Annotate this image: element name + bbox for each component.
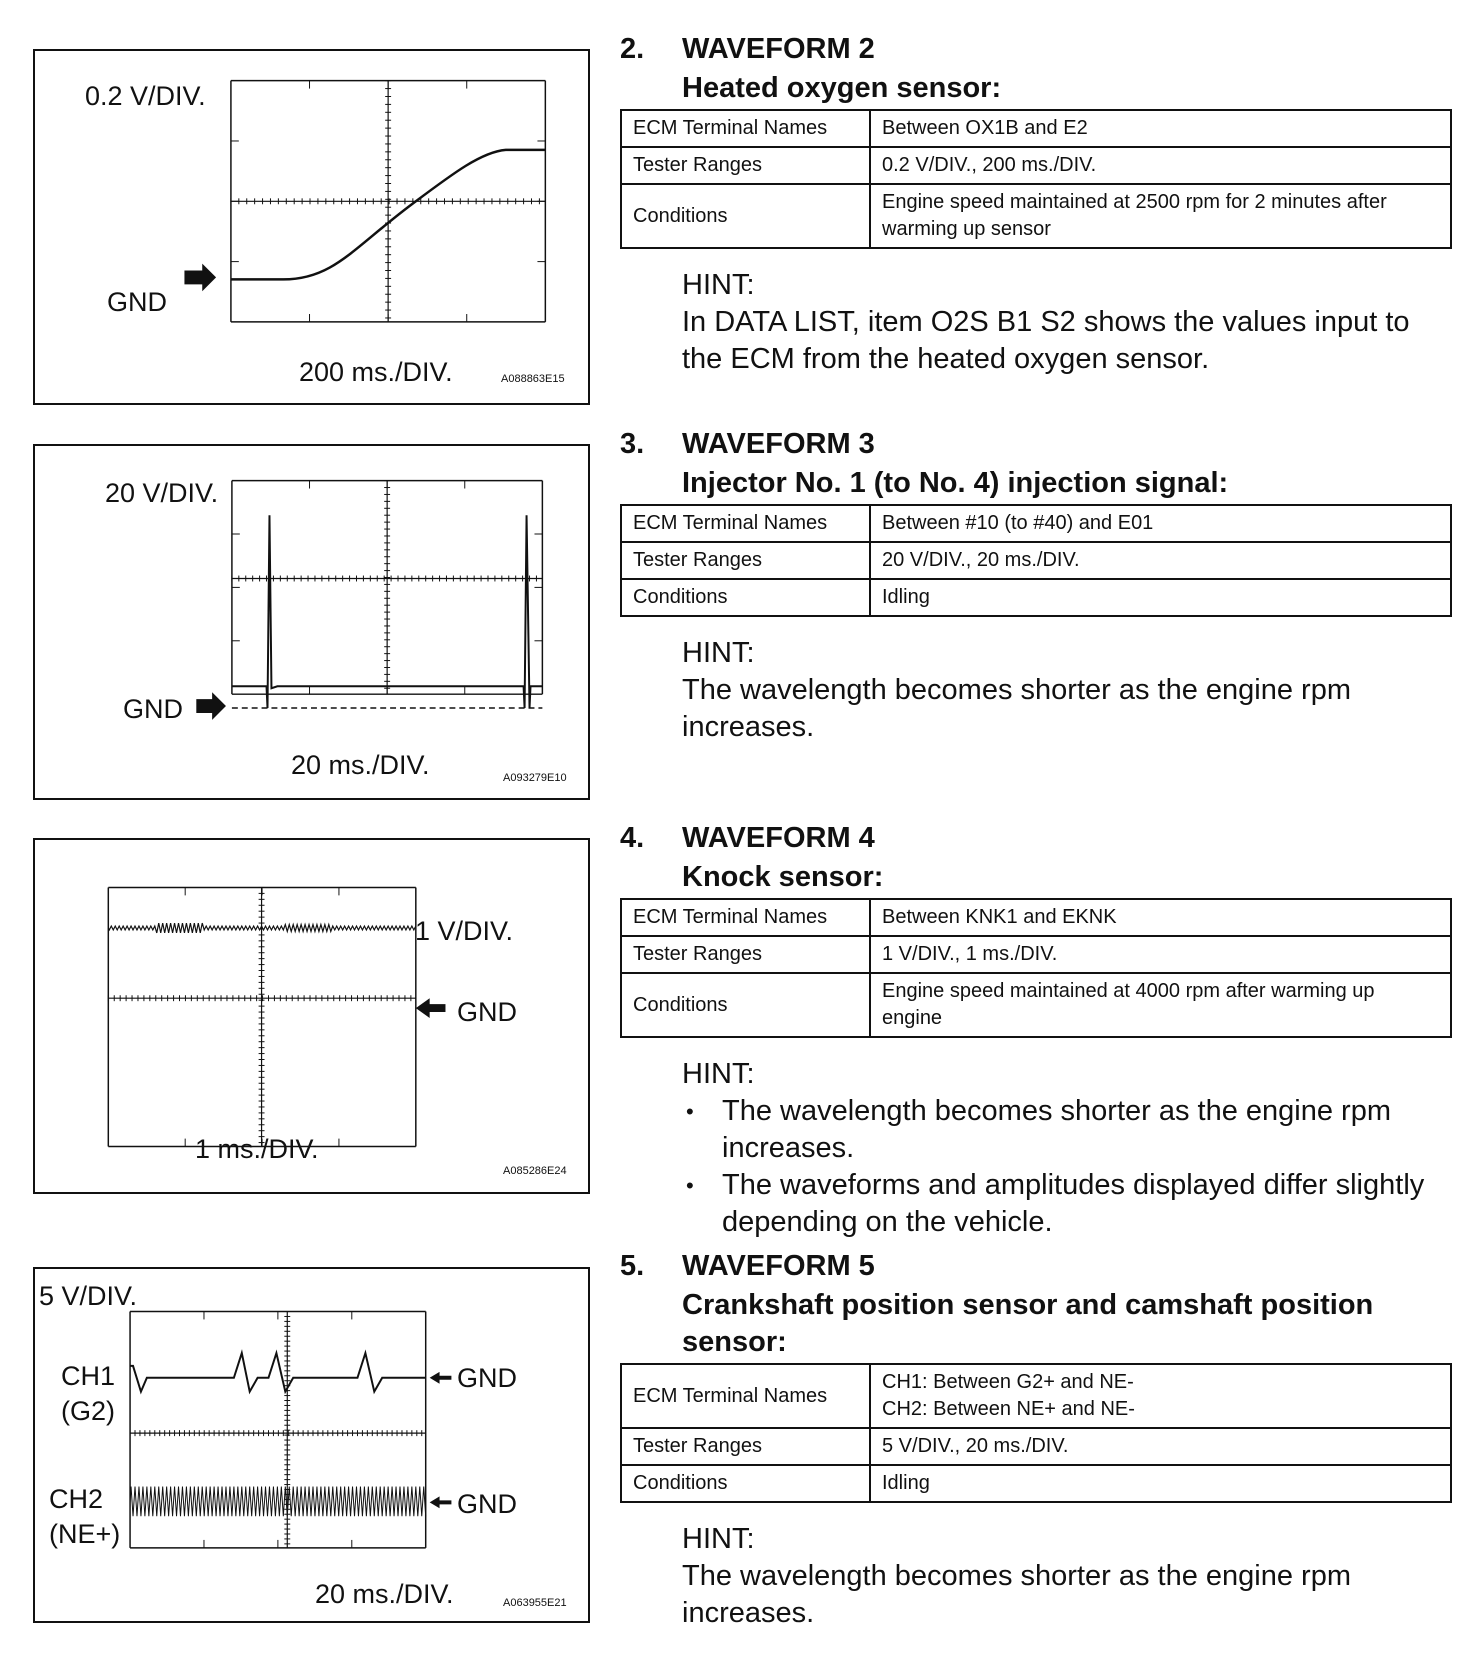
section-waveform-4 [620, 822, 1452, 1241]
spec-table [620, 504, 1452, 617]
hint-label: HINT: [682, 1523, 755, 1555]
hint-label: HINT: [682, 269, 755, 301]
gnd-arrow-icon [430, 1496, 452, 1508]
gnd-label: GND [107, 287, 167, 317]
table-row [621, 936, 1451, 973]
section-number: 5. [620, 1250, 645, 1282]
table-row [621, 1428, 1451, 1465]
x-scale-label: 200 ms./DIV. [299, 357, 453, 387]
row-value: Engine speed maintained at 4000 rpm after warming up engine [870, 973, 1451, 1037]
spec-table [620, 1363, 1452, 1503]
gnd-label: GND [457, 997, 517, 1027]
row-key: ECM Terminal Names [621, 1364, 870, 1428]
waveform-2-figure [33, 49, 590, 405]
spec-table [620, 109, 1452, 249]
hint-text: In DATA LIST, item O2S B1 S2 shows the values input to the ECM from the heated oxygen sensor. [682, 306, 1410, 375]
row-value: Engine speed maintained at 2500 rpm for 2 minutes after warming up sensor [870, 184, 1451, 248]
row-key: Tester Ranges [621, 936, 870, 973]
ch1-label: CH1 [61, 1361, 116, 1391]
row-value: Between #10 (to #40) and E01 [870, 505, 1451, 542]
row-key: ECM Terminal Names [621, 899, 870, 936]
ch1-sub-label: (G2) [61, 1396, 115, 1426]
row-value: 20 V/DIV., 20 ms./DIV. [870, 542, 1451, 579]
x-scale-label: 20 ms./DIV. [315, 1579, 454, 1609]
row-value: Idling [870, 1465, 1451, 1502]
gnd-label: GND [123, 694, 183, 724]
hint-bullet: • The wavelength becomes shorter as the engine rpm increases. [682, 1093, 1452, 1167]
table-row [621, 184, 1451, 248]
y-scale-label: 20 V/DIV. [105, 478, 219, 508]
figure-code: A093279E10 [503, 772, 567, 784]
gnd-arrow-icon [416, 998, 446, 1018]
table-row [621, 899, 1451, 936]
row-value-line: CH2: Between NE+ and NE- [882, 1398, 1135, 1420]
table-row [621, 1364, 1451, 1428]
hint-block [682, 267, 1452, 378]
waveform-5-figure [33, 1267, 590, 1623]
ch2-label: CH2 [49, 1484, 104, 1514]
section-number: 3. [620, 428, 645, 460]
table-row [621, 147, 1451, 184]
ch1-g2-trace [130, 1353, 426, 1392]
figure-code: A085286E24 [503, 1165, 567, 1177]
row-key: ECM Terminal Names [621, 110, 870, 147]
section-waveform-3 [620, 428, 1452, 746]
row-value: Between OX1B and E2 [870, 110, 1451, 147]
gnd-label: GND [457, 1489, 517, 1519]
section-waveform-5 [620, 1250, 1452, 1632]
waveform-3-figure [33, 444, 590, 800]
section-subtitle: Crankshaft position sensor and camshaft position sensor: [682, 1289, 1374, 1358]
table-row [621, 542, 1451, 579]
gnd-label: GND [457, 1363, 517, 1393]
x-scale-label: 20 ms./DIV. [291, 750, 430, 780]
section-waveform-2 [620, 33, 1452, 378]
hint-block [682, 1521, 1452, 1632]
table-row [621, 110, 1451, 147]
ch2-sub-label: (NE+) [49, 1519, 121, 1549]
section-title: WAVEFORM 2 [682, 33, 875, 65]
y-scale-label: 0.2 V/DIV. [85, 81, 206, 111]
spec-table [620, 898, 1452, 1038]
hint-list [682, 1093, 1452, 1241]
hint-block [682, 1056, 1452, 1241]
table-row [621, 973, 1451, 1037]
hint-text: The wavelength becomes shorter as the engine rpm increases. [682, 674, 1351, 743]
section-title: WAVEFORM 5 [682, 1250, 875, 1282]
section-subtitle: Injector No. 1 (to No. 4) injection signal: [682, 467, 1229, 499]
table-row [621, 505, 1451, 542]
hint-block [682, 635, 1452, 746]
table-row [621, 579, 1451, 616]
table-row [621, 1465, 1451, 1502]
waveform-4-figure [33, 838, 590, 1194]
gnd-arrow-icon [430, 1372, 452, 1384]
row-key: Tester Ranges [621, 542, 870, 579]
row-key: Tester Ranges [621, 147, 870, 184]
row-key: Conditions [621, 1465, 870, 1502]
row-value: 0.2 V/DIV., 200 ms./DIV. [870, 147, 1451, 184]
row-value: Between KNK1 and EKNK [870, 899, 1451, 936]
row-value: 5 V/DIV., 20 ms./DIV. [870, 1428, 1451, 1465]
hint-text: The wavelength becomes shorter as the engine rpm increases. [682, 1560, 1351, 1629]
gnd-arrow-icon [196, 692, 226, 720]
section-title: WAVEFORM 4 [682, 822, 875, 854]
row-key: Conditions [621, 973, 870, 1037]
figure-code: A088863E15 [501, 373, 565, 385]
x-scale-label: 1 ms./DIV. [195, 1134, 319, 1164]
y-scale-label: 1 V/DIV. [415, 916, 514, 946]
row-value: 1 V/DIV., 1 ms./DIV. [870, 936, 1451, 973]
section-number: 4. [620, 822, 645, 854]
hint-bullet: • The waveforms and amplitudes displayed differ slightly depending on the vehicle. [682, 1167, 1452, 1241]
gnd-arrow-icon [184, 264, 216, 292]
row-value: Idling [870, 579, 1451, 616]
section-title: WAVEFORM 3 [682, 428, 875, 460]
figure-code: A063955E21 [503, 1597, 567, 1609]
hint-label: HINT: [682, 1058, 755, 1090]
row-key: Conditions [621, 184, 870, 248]
section-number: 2. [620, 33, 645, 65]
ch2-ne-trace [130, 1487, 426, 1517]
row-value-line: CH1: Between G2+ and NE- [882, 1371, 1134, 1393]
hint-label: HINT: [682, 637, 755, 669]
section-subtitle: Knock sensor: [682, 861, 884, 893]
row-key: Tester Ranges [621, 1428, 870, 1465]
waveform-5-scope [35, 1269, 588, 1621]
row-key: Conditions [621, 579, 870, 616]
y-scale-label: 5 V/DIV. [39, 1281, 138, 1311]
section-subtitle: Heated oxygen sensor: [682, 72, 1002, 104]
row-value [870, 1364, 1451, 1428]
row-key: ECM Terminal Names [621, 505, 870, 542]
